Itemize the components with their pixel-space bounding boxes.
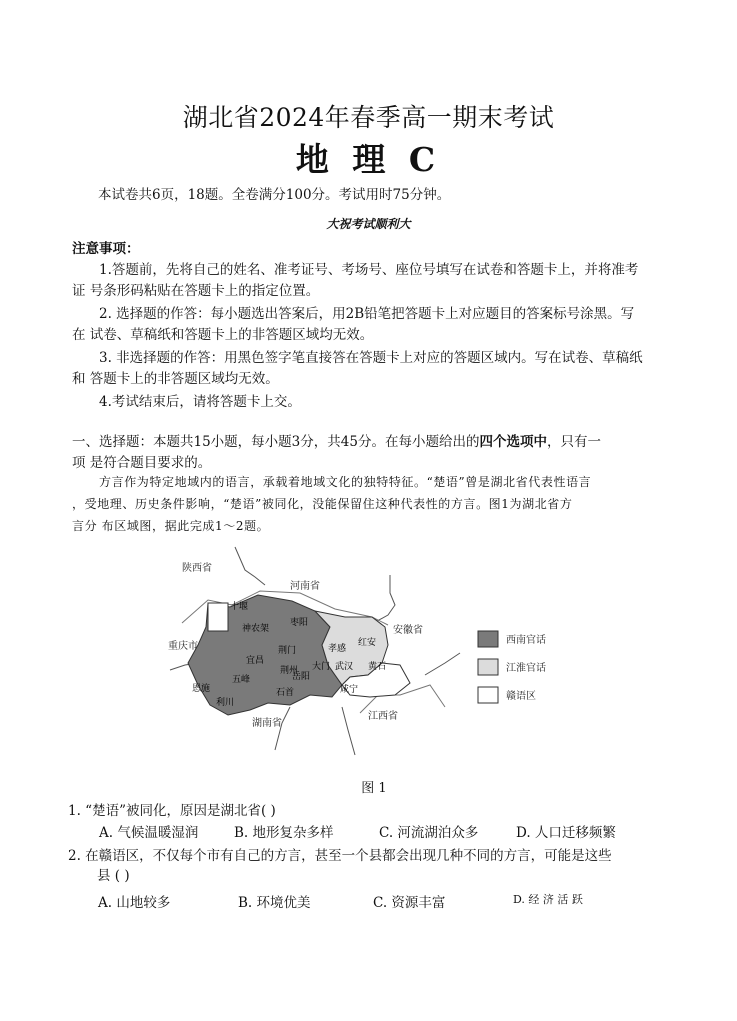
notice-item: 1.答题前，先将自己的姓名、准考证号、考场号、座位号填写在试卷和答题卡上，并将准考 <box>99 262 639 278</box>
section-intro-text: ，只有一 <box>546 434 601 450</box>
province-label: 陕西省 <box>182 563 212 574</box>
legend-label: 西南官话 <box>506 635 546 646</box>
river-line <box>425 653 460 675</box>
city-label: 十堰 <box>230 602 249 612</box>
city-label: 荆州 <box>280 666 299 676</box>
answer-option: D. 经 济 活 跃 <box>513 893 583 906</box>
answer-option: C. 河流湖泊众多 <box>379 825 479 841</box>
city-label: 神农架 <box>242 624 270 634</box>
notice-item: 在 试卷、草稿纸和答题卡上的非答题区域均无效。 <box>72 327 374 343</box>
notice-item: 证 号条形码粘贴在答题卡上的指定位置。 <box>72 283 320 299</box>
legend-swatch <box>478 687 498 703</box>
legend-label: 江淮官话 <box>506 663 546 674</box>
answer-option: A. 山地较多 <box>98 895 171 911</box>
notice-item: 2. 选择题的作答：每小题选出答案后，用2B铅笔把答题卡上对应题目的答案标号涂黑。写 <box>99 306 635 322</box>
question-stem: 2. 在赣语区，不仅每个市有自己的方言，甚至一个县都会出现几种不同的方言，可能是这些 <box>68 848 612 864</box>
city-label: 利川 <box>216 698 235 708</box>
passage-line: ，受地理、历史条件影响，“楚语”被同化，没能保留住这种代表性的方言。图1为湖北省方 <box>72 497 573 511</box>
legend-label: 赣语区 <box>506 691 536 702</box>
city-label: 红安 <box>358 638 377 648</box>
legend-swatch <box>478 631 498 647</box>
city-label: 咸宁 <box>340 685 359 695</box>
city-label: 恩施 <box>192 684 211 694</box>
figure-caption: 图 1 <box>361 781 387 796</box>
city-label: 石首 <box>276 688 295 698</box>
province-label: 湖南省 <box>252 718 282 729</box>
region-gan-pocket <box>208 603 228 631</box>
answer-option: C. 资源丰富 <box>373 895 446 911</box>
hubei-dialect-map <box>160 545 600 760</box>
province-label: 安徽省 <box>393 625 423 636</box>
notice-item: 4.考试结束后，请将答题卡上交。 <box>99 394 301 410</box>
answer-option: B. 地形复杂多样 <box>234 825 334 841</box>
province-label: 江西省 <box>368 711 398 722</box>
river-line <box>342 707 355 755</box>
city-label: 孝感 <box>328 644 347 654</box>
notice-heading: 注意事项： <box>72 241 140 257</box>
section-intro-emphasis: 四个选项中 <box>479 434 547 450</box>
province-label: 重庆市 <box>168 641 198 652</box>
passage-line: 言分 布区域图，据此完成1～2题。 <box>72 519 270 533</box>
section-intro-text: 一、选择题：本题共15小题，每小题3分，共45分。在每小题给出的 <box>72 434 480 450</box>
exam-title: 湖北省2024年春季高一期末考试 <box>182 103 555 132</box>
city-label: 岳阳 <box>292 672 311 682</box>
passage-line: 方言作为特定地域内的语言，承载着地域文化的独特特征。“楚语”曾是湖北省代表性语言 <box>99 475 592 489</box>
city-label: 黄石 <box>368 662 387 672</box>
exam-info: 本试卷共6页，18题。全卷满分100分。考试用时75分钟。 <box>98 187 451 203</box>
province-label: 河南省 <box>290 581 320 592</box>
section-intro-line2: 项 是符合题目要求的。 <box>72 455 212 471</box>
city-label: 武汉 <box>335 662 354 672</box>
river-line <box>235 547 265 585</box>
notice-item: 3. 非选择题的作答：用黑色签字笔直接答在答题卡上对应的答题区域内。写在试卷、草稿纸 <box>99 350 643 366</box>
section-intro <box>72 430 601 450</box>
question-stem: 1. “楚语”被同化，原因是湖北省( ) <box>68 803 276 819</box>
city-label: 宜昌 <box>246 656 265 666</box>
notice-item: 和 答题卡上的非答题区域均无效。 <box>72 371 279 387</box>
city-label: 枣阳 <box>290 618 309 628</box>
answer-option: D. 人口迁移频繁 <box>516 825 616 841</box>
city-label: 荆门 <box>278 646 297 656</box>
city-label: 五峰 <box>232 675 251 685</box>
city-label: 大门 <box>312 662 331 672</box>
wish-banner: 大祝考试顺利大 <box>326 217 411 231</box>
legend-swatch <box>478 659 498 675</box>
subject-title: 地 理 C <box>295 140 442 179</box>
answer-option: A. 气候温暖湿润 <box>99 825 199 841</box>
question-stem-cont: 县 ( ) <box>97 868 130 884</box>
answer-option: B. 环境优美 <box>238 895 311 911</box>
